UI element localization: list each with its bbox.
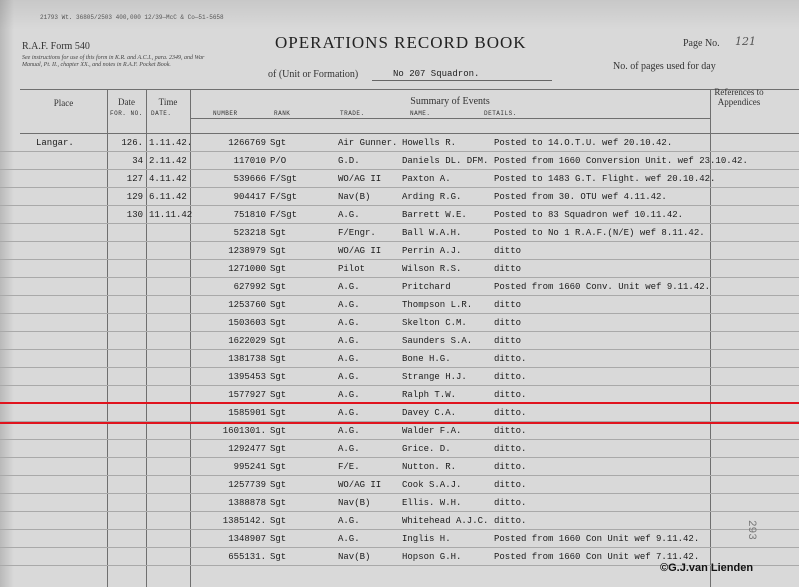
cell-number: 1388878 xyxy=(228,498,266,508)
cell-trade: Nav(B) xyxy=(338,192,371,202)
cell-date: 2.11.42 xyxy=(149,156,187,166)
cell-number: 1395453 xyxy=(228,372,266,382)
cell-details: ditto xyxy=(494,264,522,274)
record-row xyxy=(0,134,799,152)
cell-trade: A.G. xyxy=(338,408,360,418)
cell-trade: A.G. xyxy=(338,300,360,310)
cell-details: ditto. xyxy=(494,354,527,364)
cell-rank: Sgt xyxy=(270,228,287,238)
cell-rank: Sgt xyxy=(270,552,287,562)
cell-rank: P/O xyxy=(270,156,287,166)
cell-name: Ralph T.W. xyxy=(402,390,457,400)
record-row xyxy=(0,224,799,242)
cell-trade: Pilot xyxy=(338,264,366,274)
cell-number: 995241 xyxy=(233,462,266,472)
cell-rank: Sgt xyxy=(270,444,287,454)
cell-trade: A.G. xyxy=(338,336,360,346)
cell-details: ditto. xyxy=(494,462,527,472)
cell-number: 1601301. xyxy=(222,426,266,436)
cell-trade: WO/AG II xyxy=(338,246,382,256)
cell-trade: A.G. xyxy=(338,372,360,382)
cell-details: ditto. xyxy=(494,390,527,400)
cell-number: 751810 xyxy=(233,210,266,220)
cell-name: Ellis. W.H. xyxy=(402,498,462,508)
cell-trade: A.G. xyxy=(338,318,360,328)
cell-details: Posted from 1660 Conversion Unit. wef 23.10.42. xyxy=(494,156,748,166)
cell-name: Howells R. xyxy=(402,138,457,148)
cell-details: Posted to 83 Squadron wef 10.11.42. xyxy=(494,210,684,220)
cell-trade: WO/AG II xyxy=(338,480,382,490)
record-row xyxy=(0,350,799,368)
record-row xyxy=(0,530,799,548)
header-top-rule xyxy=(20,89,799,90)
record-row xyxy=(0,368,799,386)
cell-rank: Sgt xyxy=(270,246,287,256)
cell-rank: F/Sgt xyxy=(270,174,298,184)
cell-date: 6.11.42 xyxy=(149,192,187,202)
cell-rank: Sgt xyxy=(270,480,287,490)
cell-trade: A.G. xyxy=(338,444,360,454)
cell-details: Posted to 14.O.T.U. wef 20.10.42. xyxy=(494,138,673,148)
cell-trade: Nav(B) xyxy=(338,552,371,562)
cell-number: 1585901 xyxy=(228,408,266,418)
cell-rank: Sgt xyxy=(270,138,287,148)
header-date: Date xyxy=(118,97,135,107)
record-row xyxy=(0,494,799,512)
cell-trade: Air Gunner. xyxy=(338,138,398,148)
header-place: Place xyxy=(53,98,74,108)
record-row xyxy=(0,152,799,170)
record-row xyxy=(0,170,799,188)
record-row xyxy=(0,512,799,530)
highlighted-record-row xyxy=(0,404,799,422)
cell-details: ditto. xyxy=(494,426,527,436)
cell-details: ditto. xyxy=(494,498,527,508)
cell-number: 1292477 xyxy=(228,444,266,454)
cell-name: Davey C.A. xyxy=(402,408,457,418)
cell-trade: A.G. xyxy=(338,282,360,292)
cell-name: Daniels DL. DFM. xyxy=(402,156,489,166)
cell-name: Arding R.G. xyxy=(402,192,462,202)
header-date-sub: FOR. NO. xyxy=(110,110,143,117)
cell-trade: A.G. xyxy=(338,390,360,400)
cell-name: Paxton A. xyxy=(402,174,451,184)
cell-rank: Sgt xyxy=(270,372,287,382)
cell-trade: WO/AG II xyxy=(338,174,382,184)
cell-number: 117010 xyxy=(233,156,266,166)
cell-trade: F/E. xyxy=(338,462,360,472)
cell-trade: F/Engr. xyxy=(338,228,376,238)
header-summary: Summary of Events xyxy=(410,96,490,107)
printer-line: 21793 Wt. 36805/2503 400,000 12/39—McC & Co—51-5658 xyxy=(40,14,224,21)
cell-name: Grice. D. xyxy=(402,444,451,454)
cell-name: Thompson L.R. xyxy=(402,300,473,310)
page-title: OPERATIONS RECORD BOOK xyxy=(275,33,527,52)
cell-number: 655131. xyxy=(228,552,266,562)
header-details: DETAILS. xyxy=(484,110,517,117)
cell-details: ditto xyxy=(494,300,522,310)
record-row xyxy=(0,260,799,278)
record-row xyxy=(0,188,799,206)
cell-details: ditto. xyxy=(494,408,527,418)
cell-details: ditto xyxy=(494,336,522,346)
record-row xyxy=(0,332,799,350)
record-row xyxy=(0,206,799,224)
summary-sub-rule xyxy=(190,118,710,119)
cell-rank: Sgt xyxy=(270,264,287,274)
cell-details: Posted from 1660 Con Unit wef 7.11.42. xyxy=(494,552,700,562)
cell-details: ditto xyxy=(494,246,522,256)
cell-trade: A.G. xyxy=(338,534,360,544)
cell-details: ditto. xyxy=(494,444,527,454)
header-rank: RANK xyxy=(274,110,291,117)
cell-rank: Sgt xyxy=(270,426,287,436)
cell-number: 1253760 xyxy=(228,300,266,310)
cell-details: ditto xyxy=(494,318,522,328)
cell-date: 4.11.42 xyxy=(149,174,187,184)
cell-name: Bone H.G. xyxy=(402,354,451,364)
cell-name: Strange H.J. xyxy=(402,372,467,382)
cell-ref: 129 xyxy=(126,192,143,202)
cell-details: ditto. xyxy=(494,480,527,490)
cell-name: Barrett W.E. xyxy=(402,210,467,220)
cell-details: Posted from 1660 Conv. Unit wef 9.11.42. xyxy=(494,282,711,292)
unit-underline xyxy=(372,80,552,81)
cell-trade: Nav(B) xyxy=(338,498,371,508)
cell-name: Nutton. R. xyxy=(402,462,457,472)
cell-rank: Sgt xyxy=(270,282,287,292)
page-number-value: 121 xyxy=(735,35,756,48)
record-row xyxy=(0,386,799,404)
cell-trade: A.G. xyxy=(338,516,360,526)
cell-date: 11.11.42 xyxy=(149,210,193,220)
header-time-sub: DATE. xyxy=(151,110,172,117)
cell-place: Langar. xyxy=(36,138,74,148)
record-row xyxy=(0,440,799,458)
cell-details: ditto. xyxy=(494,516,527,526)
cell-trade: A.G. xyxy=(338,354,360,364)
cell-details: Posted to No 1 R.A.F.(N/E) wef 8.11.42. xyxy=(494,228,705,238)
record-row xyxy=(0,476,799,494)
cell-name: Walder F.A. xyxy=(402,426,462,436)
cell-name: Cook S.A.J. xyxy=(402,480,462,490)
record-row xyxy=(0,458,799,476)
cell-number: 1622029 xyxy=(228,336,266,346)
cell-details: ditto. xyxy=(494,372,527,382)
record-row xyxy=(0,314,799,332)
cell-name: Inglis H. xyxy=(402,534,451,544)
cell-rank: F/Sgt xyxy=(270,210,298,220)
record-row xyxy=(0,422,799,440)
form-instructions: See instructions for use of this form in K.R. and A.C.I., para. 2349, and War Manual, Pt. II., chapter XX., and notes in R.A.F. Pocket Book. xyxy=(22,55,205,68)
record-row xyxy=(0,296,799,314)
cell-ref: 130 xyxy=(126,210,143,220)
record-row xyxy=(0,242,799,260)
cell-number: 539666 xyxy=(233,174,266,184)
cell-rank: Sgt xyxy=(270,462,287,472)
pages-used-label: No. of pages used for day xyxy=(613,61,716,72)
unit-value: No 207 Squadron. xyxy=(393,69,480,79)
header-trade: TRADE. xyxy=(340,110,365,117)
cell-rank: Sgt xyxy=(270,390,287,400)
cell-number: 523218 xyxy=(233,228,266,238)
cell-number: 1385142. xyxy=(222,516,266,526)
cell-date: 1.11.42. xyxy=(149,138,193,148)
cell-rank: Sgt xyxy=(270,300,287,310)
cell-name: Whitehead A.J.C. xyxy=(402,516,489,526)
cell-rank: Sgt xyxy=(270,318,287,328)
cell-name: Wilson R.S. xyxy=(402,264,462,274)
cell-name: Skelton C.M. xyxy=(402,318,467,328)
cell-details: Posted from 1660 Con Unit wef 9.11.42. xyxy=(494,534,700,544)
cell-rank: Sgt xyxy=(270,534,287,544)
cell-number: 904417 xyxy=(233,192,266,202)
header-number: NUMBER xyxy=(213,110,238,117)
cell-trade: A.G. xyxy=(338,426,360,436)
cell-ref: 34 xyxy=(132,156,143,166)
cell-number: 1577927 xyxy=(228,390,266,400)
cell-number: 1271000 xyxy=(228,264,266,274)
cell-rank: Sgt xyxy=(270,354,287,364)
cell-name: Hopson G.H. xyxy=(402,552,462,562)
cell-name: Pritchard xyxy=(402,282,451,292)
cell-details: Posted to 1483 G.T. Flight. wef 20.10.42. xyxy=(494,174,716,184)
cell-number: 1257739 xyxy=(228,480,266,490)
header-time: Time xyxy=(158,97,178,107)
cell-number: 627992 xyxy=(233,282,266,292)
header-references: References to Appendices xyxy=(714,87,764,107)
cell-number: 1238979 xyxy=(228,246,266,256)
cell-trade: G.D. xyxy=(338,156,360,166)
cell-name: Ball W.A.H. xyxy=(402,228,462,238)
cell-rank: F/Sgt xyxy=(270,192,298,202)
cell-rank: Sgt xyxy=(270,498,287,508)
page-stamp: 293 xyxy=(745,520,757,540)
cell-details: Posted from 30. OTU wef 4.11.42. xyxy=(494,192,667,202)
copyright-credit: ©G.J.van Lienden xyxy=(660,562,754,574)
cell-number: 1266769 xyxy=(228,138,266,148)
unit-label: of (Unit or Formation) xyxy=(268,69,359,80)
cell-number: 1503603 xyxy=(228,318,266,328)
record-row xyxy=(0,278,799,296)
cell-rank: Sgt xyxy=(270,336,287,346)
cell-ref: 126. xyxy=(121,138,143,148)
cell-rank: Sgt xyxy=(270,408,287,418)
cell-number: 1348907 xyxy=(228,534,266,544)
cell-ref: 127 xyxy=(126,174,143,184)
cell-name: Perrin A.J. xyxy=(402,246,462,256)
form-number: R.A.F. Form 540 xyxy=(22,41,90,52)
header-name: NAME. xyxy=(410,110,431,117)
cell-number: 1381738 xyxy=(228,354,266,364)
cell-rank: Sgt xyxy=(270,516,287,526)
cell-name: Saunders S.A. xyxy=(402,336,473,346)
page-number-label: Page No. xyxy=(683,38,720,49)
cell-trade: A.G. xyxy=(338,210,360,220)
